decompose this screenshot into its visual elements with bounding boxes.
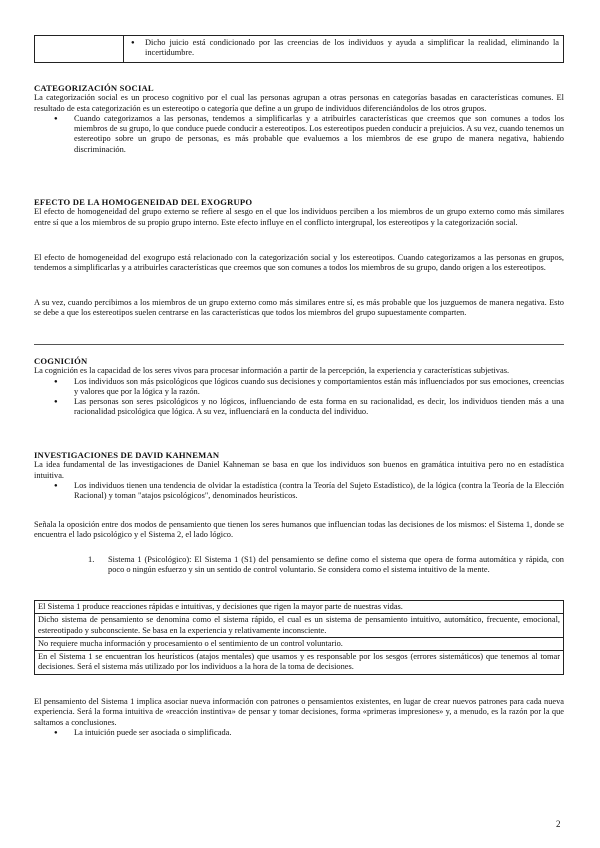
kahneman-heading: INVESTIGACIONES DE DAVID KAHNEMAN bbox=[34, 450, 220, 460]
top-table bbox=[34, 35, 564, 63]
efecto-paragraph-2: El efecto de homogeneidad del exogrupo está relacionado con la categorización social y los estereotipos. Cuando categorizamos a las personas en grupos, tendemos a simplificarlas y a atribuirles características que creemos que son comunes a todos los miembros de su grupo, dando origen a los estereotipos. bbox=[34, 253, 564, 273]
cognicion-section bbox=[34, 356, 564, 418]
kahneman-paragraph-2: Señala la oposición entre dos modos de pensamiento que tienen los seres humanos que influencian todas las decisiones de los mismos: el Sistema 1, donde se encuentra el lado psicológico y el Sistema 2, el lado lógico. bbox=[34, 520, 564, 540]
categorizacion-heading: CATEGORIZACIÓN SOCIAL bbox=[34, 83, 154, 93]
sistema-1-text: Sistema 1 (Psicológico): El Sistema 1 (S1) del pensamiento se define como el sistema que opera de forma automática y rápida, con poco o ningún esfuerzo y sin un sentido de control voluntario. Se considera como el sistema intuitivo de la mente. bbox=[108, 555, 564, 575]
kahneman-paragraph-3-wrap bbox=[34, 697, 564, 738]
categorizacion-section bbox=[34, 83, 564, 155]
cognicion-list bbox=[34, 377, 564, 418]
efecto-heading: EFECTO DE LA HOMOGENEIDAD DEL EXOGRUPO bbox=[34, 197, 253, 207]
kahneman-paragraph: La idea fundamental de las investigaciones de Daniel Kahneman se basa en que los individuos son buenos en gramática intuitiva pero no en estadística intuitiva. bbox=[34, 460, 564, 480]
cognicion-heading: COGNICIÓN bbox=[34, 356, 88, 366]
cognicion-paragraph: La cognición es la capacidad de los seres vivos para procesar información a partir de la percepción, la experiencia y características subjetivas. bbox=[34, 366, 510, 376]
list-item: ● La intuición puede ser asociada o simplificada. bbox=[34, 728, 564, 738]
efecto-section bbox=[34, 197, 564, 228]
efecto-paragraph-2-wrap bbox=[34, 253, 564, 274]
box-row: Dicho sistema de pensamiento se denomina como el sistema rápido, el cual es un sistema de pensamiento intuitivo, automático, frecuente, emocional, estereotipado y subconsciente. Se basa en la experiencia y relativamente inconsciente. bbox=[35, 613, 563, 637]
box-row: En el Sistema 1 se encuentran los heurísticos (atajos mentales) que usamos y es responsable por los sesgos (errores sistemáticos) que tenemos al tomar decisiones. Será el sistema más utilizado por los individuos a la hora de la toma de decisiones. bbox=[35, 650, 563, 674]
kahneman-paragraph-2-wrap bbox=[34, 520, 564, 541]
efecto-paragraph-3: A su vez, cuando percibimos a los miembros de un grupo externo como más similares entre sí, es más probable que los juzguemos de manera negativa. Esto se debe a que los estereotipos suelen centrarse en las características que todos los miembros del grupo supuestamente comparten. bbox=[34, 298, 564, 318]
box-row: El Sistema 1 produce reacciones rápidas e intuitivas, y decisiones que rigen la mayor parte de nuestras vidas. bbox=[38, 602, 403, 611]
list-item: ● Los individuos tienen una tendencia de olvidar la estadística (contra la Teoría del Sujeto Estadístico), de la lógica (contra la Teoría de la Elección Racional) y toman "atajos psicológicos", denominados heurísticos. bbox=[34, 481, 564, 502]
section-divider bbox=[34, 344, 564, 345]
intuicion-list bbox=[34, 728, 564, 738]
kahneman-section bbox=[34, 450, 564, 501]
box-row: No requiere mucha información y procesamiento o el sentimiento de un control voluntario. bbox=[35, 637, 563, 650]
top-table-left-cell bbox=[35, 36, 124, 62]
categorizacion-list bbox=[34, 114, 564, 155]
efecto-paragraph-3-wrap bbox=[34, 298, 564, 319]
page-number: 2 bbox=[556, 819, 561, 829]
kahneman-list bbox=[34, 481, 564, 502]
categorizacion-paragraph: La categorización social es un proceso cognitivo por el cual las personas agrupan a otras personas en categorías basadas en características comunes. El resultado de esta categorización es un estereotipo o categoría que define a un grupo de individuos diferenciándolos de los otros grupos. bbox=[34, 93, 564, 113]
list-item: ● Los individuos son más psicológicos que lógicos cuando sus decisiones y comportamientos están más influenciados por sus emociones, creencias y valores que por la lógica y la razón. bbox=[34, 377, 564, 398]
list-item: ● Las personas son seres psicológicos y no lógicos, influenciando de esta forma en su racionalidad, es decir, los individuos tienden más a una racionalidad psicológica que lógica. A su vez, influenciará en la conducta del individuo. bbox=[34, 397, 564, 418]
list-number: 1. bbox=[88, 555, 95, 564]
kahneman-paragraph-3: El pensamiento del Sistema 1 implica asociar nueva información con patrones o pensamientos existentes, en lugar de crear nuevos patrones para cada nueva experiencia. Será la forma intuitiva de «reacción instintiva» de pensar y tomar decisiones, forma «primeras impresiones» y, a menudo, es la razón por la que saltamos a conclusiones. bbox=[34, 697, 564, 727]
efecto-paragraph-1: El efecto de homogeneidad del grupo externo se refiere al sesgo en el que los individuos perciben a los miembros de un grupo externo como más similares entre sí que a los miembros de su propio grupo interno. Este efecto influye en el conflicto intergrupal, los estereotipos y la categorización social. bbox=[34, 207, 564, 227]
top-table-bullet-cell: ● Dicho juicio está condicionado por las creencias de los individuos y ayuda a simplificar la realidad, eliminando la incertidumbre. bbox=[123, 38, 559, 59]
sistema-1-item bbox=[34, 555, 564, 576]
sistema-1-box bbox=[34, 600, 564, 675]
list-item: ● Cuando categorizamos a las personas, tendemos a simplificarlas y a atribuirles características que creemos que son comunes a todos los miembros de su grupo, lo que conduce puede conducir a estereotipos. Los estereotipos pueden conducir a prejuicios. A su vez, cuando tenemos un estereotipo sobre un grupo de personas, es más probable que evaluemos a los miembros de ese grupo de manera negativa, habiendo discriminación. bbox=[34, 114, 564, 155]
